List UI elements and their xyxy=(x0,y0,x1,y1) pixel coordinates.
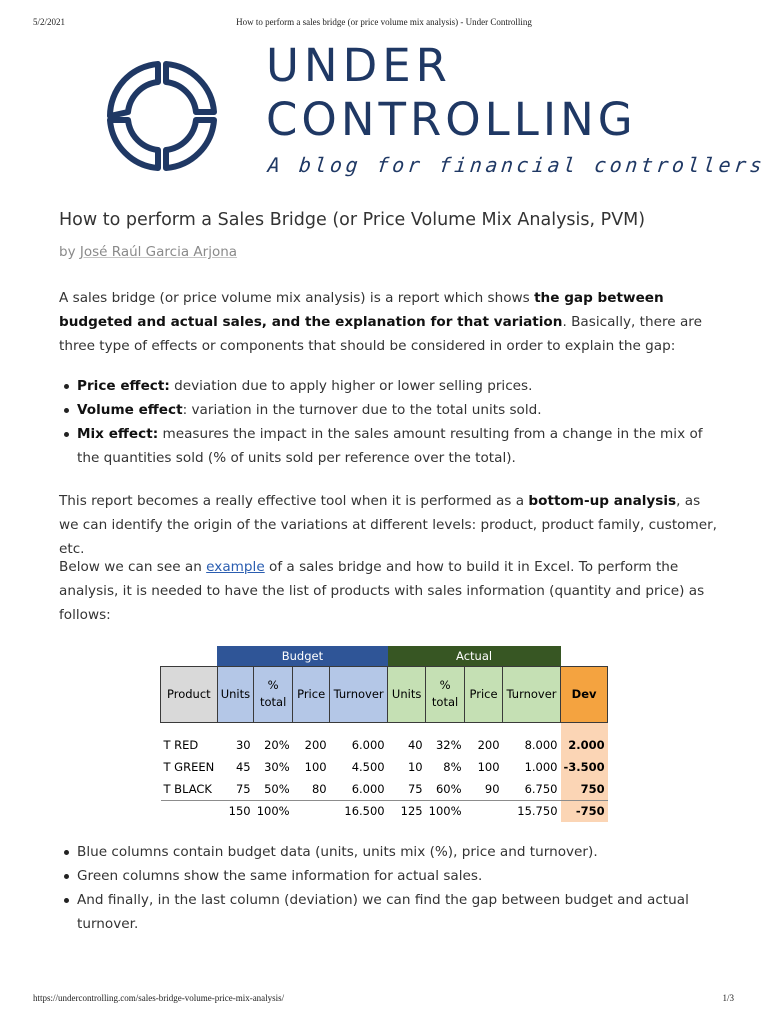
table-row xyxy=(161,734,608,756)
total-budget-turnover: 16.500 xyxy=(330,800,388,822)
logo-line-1[interactable]: UNDER xyxy=(266,39,452,92)
bottom-up-bold: bottom-up analysis xyxy=(528,493,677,509)
header-budget-turnover: Turnover xyxy=(330,666,388,722)
list-item: Green columns show the same information for actual sales. xyxy=(59,864,719,888)
notes-list xyxy=(59,840,719,936)
logo-tagline: A blog for financial controllers xyxy=(266,153,767,177)
list-item: Blue columns contain budget data (units, units mix (%), price and turnover). xyxy=(59,840,719,864)
cell-budget-price: 100 xyxy=(304,760,327,774)
cell-actual-units: 10 xyxy=(407,760,423,774)
header-actual-pct-line2: total xyxy=(431,695,459,709)
cell-actual-price: 90 xyxy=(465,778,503,800)
author-link[interactable]: José Raúl Garcia Arjona xyxy=(79,244,238,260)
cell-budget-pct: 50% xyxy=(254,778,293,800)
cell-actual-units: 40 xyxy=(407,738,423,752)
cell-actual-turnover: 1.000 xyxy=(524,760,558,774)
total-dev: -750 xyxy=(561,800,608,822)
actual-group-header: Actual xyxy=(388,646,561,666)
cell-actual-turnover: 8.000 xyxy=(524,738,558,752)
table-total-row xyxy=(161,800,608,822)
budget-group-header: Budget xyxy=(217,646,387,666)
cell-product: T GREEN xyxy=(163,760,215,774)
cell-actual-pct: 8% xyxy=(443,760,462,774)
intro-bold: the gap between budgeted and actual sales, and the explanation for that variation xyxy=(59,290,664,330)
print-url[interactable]: https://undercontrolling.com/sales-bridge-volume-price-mix-analysis/ xyxy=(33,993,285,1003)
intro-text-2: . Basically, there are three type of effects or components that should be considered in order to explain the gap: xyxy=(59,314,702,354)
total-actual-units: 125 xyxy=(388,800,426,822)
print-date: 5/2/2021 xyxy=(33,17,66,27)
effect-text: deviation due to apply higher or lower selling prices. xyxy=(169,378,533,394)
cell-budget-units: 30 xyxy=(235,738,251,752)
header-actual-turnover: Turnover xyxy=(503,666,561,722)
list-item xyxy=(59,422,719,470)
intro-paragraph xyxy=(59,286,719,358)
post-title: How to perform a Sales Bridge (or Price Volume Mix Analysis, PVM) xyxy=(59,210,646,230)
example-text-2: of a sales bridge and how to build it in Excel. To perform the analysis, it is needed to have the list of products with sales information (quantity and price) as follows: xyxy=(59,559,705,623)
bottom-up-text-2: , as we can identify the origin of the variations at different levels: product, product family, customer, etc. xyxy=(59,493,717,557)
total-actual-pct: 100% xyxy=(426,800,465,822)
cell-budget-pct: 30% xyxy=(264,760,290,774)
header-budget-price: Price xyxy=(293,666,330,722)
cell-budget-turnover: 6.000 xyxy=(351,738,385,752)
list-item xyxy=(59,398,719,422)
intro-text-1: A sales bridge (or price volume mix analysis) is a report which shows xyxy=(59,290,535,306)
bottom-up-paragraph xyxy=(59,489,719,561)
cell-budget-price: 80 xyxy=(293,778,330,800)
cell-actual-price: 100 xyxy=(477,760,500,774)
print-header xyxy=(0,17,768,31)
effect-label: Mix effect: xyxy=(77,426,159,442)
cell-budget-units: 45 xyxy=(235,760,251,774)
cell-actual-turnover: 6.750 xyxy=(503,778,561,800)
cell-dev: 2.000 xyxy=(561,734,608,756)
cell-product: T BLACK xyxy=(161,778,218,800)
total-actual-turnover: 15.750 xyxy=(503,800,561,822)
cell-budget-pct: 20% xyxy=(264,738,290,752)
example-link[interactable]: example xyxy=(206,559,265,575)
effect-label: Volume effect xyxy=(77,402,183,418)
list-item xyxy=(59,374,719,398)
cell-actual-price: 200 xyxy=(477,738,500,752)
header-dev: Dev xyxy=(561,666,608,722)
cell-dev: 750 xyxy=(561,778,608,800)
cell-actual-pct: 60% xyxy=(426,778,465,800)
byline-prefix: by xyxy=(59,244,76,260)
effect-text: measures the impact in the sales amount resulting from a change in the mix of the quantities sold (% of units sold per reference over the total). xyxy=(77,426,703,466)
cell-budget-turnover: 6.000 xyxy=(330,778,388,800)
bottom-up-text-1: This report becomes a really effective tool when it is performed as a xyxy=(59,493,529,509)
cell-actual-pct: 32% xyxy=(435,738,462,752)
table-group-header-row xyxy=(161,646,608,666)
header-actual-pct xyxy=(426,666,465,722)
header-product: Product xyxy=(161,666,218,722)
byline xyxy=(59,244,237,260)
effects-list xyxy=(59,374,719,470)
header-budget-units: Units xyxy=(217,666,253,722)
header-budget-pct-line2: total xyxy=(259,695,287,709)
circular-segment-logo-icon[interactable] xyxy=(94,48,230,184)
example-paragraph xyxy=(59,555,719,627)
total-budget-pct: 100% xyxy=(254,800,293,822)
total-budget-units: 150 xyxy=(217,800,253,822)
header-budget-pct xyxy=(254,666,293,722)
effect-label: Price effect: xyxy=(77,378,170,394)
cell-dev: -3.500 xyxy=(561,756,608,778)
print-page-title: How to perform a sales bridge (or price volume mix analysis) - Under Controlling xyxy=(236,17,532,27)
effect-text: : variation in the turnover due to the total units sold. xyxy=(182,402,542,418)
table-header-row xyxy=(161,666,608,722)
cell-budget-turnover: 4.500 xyxy=(351,760,385,774)
cell-budget-price: 200 xyxy=(304,738,327,752)
cell-actual-units: 75 xyxy=(388,778,426,800)
header-actual-units: Units xyxy=(388,666,426,722)
example-text-1: Below we can see an xyxy=(59,559,207,575)
header-actual-price: Price xyxy=(465,666,503,722)
logo-line-2[interactable]: CONTROLLING xyxy=(266,93,637,146)
sales-bridge-table xyxy=(160,646,608,822)
table-row xyxy=(161,778,608,800)
table-row xyxy=(161,756,608,778)
list-item: And finally, in the last column (deviation) we can find the gap between budget and actual turnover. xyxy=(59,888,719,936)
print-footer xyxy=(0,993,768,1007)
header-actual-pct-line1: % xyxy=(439,678,451,692)
cell-product: T RED xyxy=(163,738,199,752)
page-number: 1/3 xyxy=(722,993,734,1003)
header-budget-pct-line1: % xyxy=(267,678,279,692)
cell-budget-units: 75 xyxy=(217,778,253,800)
